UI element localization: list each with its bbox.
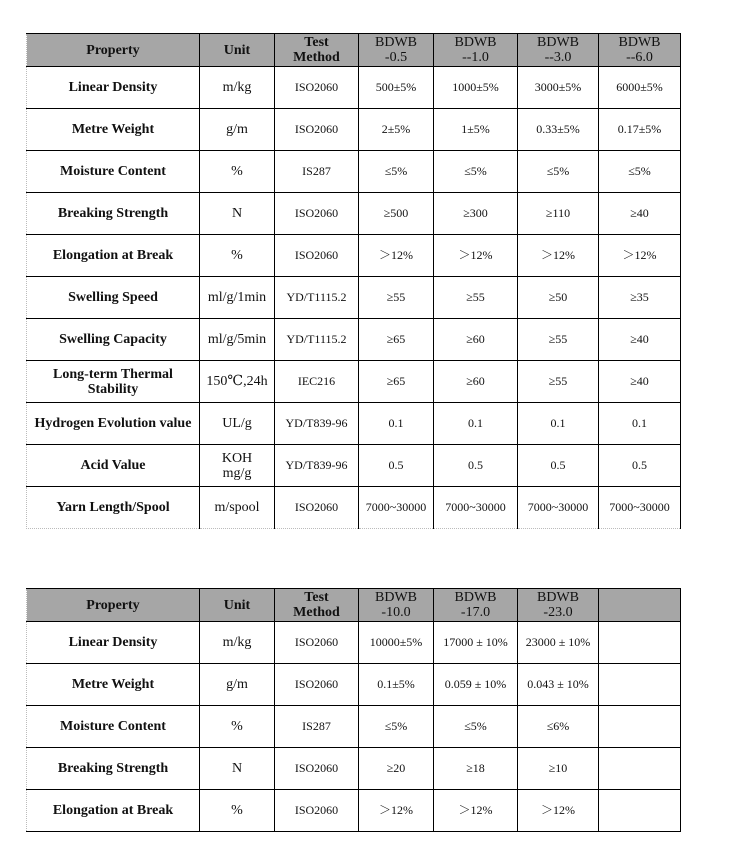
property-cell: Linear Density: [27, 622, 200, 664]
header-test-method-line1: Test: [304, 35, 329, 50]
value-cell: 7000~30000: [434, 487, 518, 529]
value-cell: ≤6%: [518, 706, 599, 748]
unit-cell: %: [200, 235, 275, 277]
unit-cell: g/m: [200, 109, 275, 151]
value-cell: ≥40: [599, 193, 681, 235]
unit-cell: [200, 445, 275, 487]
value-cell: 10000±5%: [359, 622, 434, 664]
header-test-method: [275, 34, 359, 67]
value-cell: ≥500: [359, 193, 434, 235]
value-cell: ≥60: [434, 319, 518, 361]
table-row: [27, 319, 681, 361]
value-cell: 0.1: [359, 403, 434, 445]
property-cell: Metre Weight: [27, 664, 200, 706]
value-cell: ≤5%: [599, 151, 681, 193]
value-cell: 7000~30000: [359, 487, 434, 529]
unit-cell: %: [200, 706, 275, 748]
test-method-cell: ISO2060: [275, 109, 359, 151]
header-model-line2: --6.0: [626, 50, 653, 65]
test-method-cell: YD/T839-96: [275, 445, 359, 487]
value-cell: 0.1±5%: [359, 664, 434, 706]
value-cell: [599, 664, 681, 706]
unit-cell: %: [200, 151, 275, 193]
value-cell: 17000 ± 10%: [434, 622, 518, 664]
unit-cell: m/kg: [200, 622, 275, 664]
value-cell: ≥10: [518, 748, 599, 790]
value-cell: 0.1: [434, 403, 518, 445]
test-method-cell: YD/T1115.2: [275, 319, 359, 361]
value-cell: ≥55: [434, 277, 518, 319]
value-cell: ≥50: [518, 277, 599, 319]
value-cell: 7000~30000: [518, 487, 599, 529]
header-model-line1: BDWB: [375, 35, 417, 50]
value-cell: ≥40: [599, 361, 681, 403]
value-cell: 6000±5%: [599, 67, 681, 109]
unit-cell: ml/g/5min: [200, 319, 275, 361]
property-cell: Yarn Length/Spool: [27, 487, 200, 529]
value-cell: ≤5%: [434, 706, 518, 748]
value-cell: ≥55: [359, 277, 434, 319]
property-cell: Elongation at Break: [27, 790, 200, 832]
table-header-row: [27, 589, 681, 622]
value-cell: 0.059 ± 10%: [434, 664, 518, 706]
value-cell: ＞12%: [518, 790, 599, 832]
property-cell-line: Long-term Thermal: [53, 366, 173, 382]
header-model-line1: BDWB: [618, 35, 661, 50]
header-model-line2: -23.0: [543, 605, 573, 620]
table-row: [27, 361, 681, 403]
table-row: [27, 706, 681, 748]
value-cell: ＞12%: [518, 235, 599, 277]
table-row: [27, 235, 681, 277]
value-cell: ≥60: [434, 361, 518, 403]
value-cell: ＞12%: [599, 235, 681, 277]
value-cell: ≥110: [518, 193, 599, 235]
header-model-line1: BDWB: [454, 35, 497, 50]
table-row: [27, 622, 681, 664]
test-method-cell: YD/T839-96: [275, 403, 359, 445]
value-cell: 1±5%: [434, 109, 518, 151]
test-method-cell: ISO2060: [275, 193, 359, 235]
table-row: [27, 445, 681, 487]
header-model-empty: [599, 589, 681, 622]
header-test-method-line1: Test: [304, 590, 329, 605]
value-cell: [599, 748, 681, 790]
value-cell: ≥35: [599, 277, 681, 319]
property-cell: Swelling Capacity: [27, 319, 200, 361]
value-cell: ≥55: [518, 361, 599, 403]
test-method-cell: YD/T1115.2: [275, 277, 359, 319]
header-model: [359, 34, 434, 67]
value-cell: 0.5: [434, 445, 518, 487]
test-method-cell: IS287: [275, 706, 359, 748]
header-model: [599, 34, 681, 67]
value-cell: 0.1: [599, 403, 681, 445]
value-cell: ＞12%: [434, 235, 518, 277]
unit-cell: 150℃,24h: [200, 361, 275, 403]
value-cell: ≤5%: [359, 706, 434, 748]
unit-cell-line: KOH: [221, 450, 253, 466]
value-cell: [599, 790, 681, 832]
test-method-cell: ISO2060: [275, 748, 359, 790]
header-test-method: [275, 589, 359, 622]
unit-cell-line: mg/g: [222, 465, 252, 481]
header-unit: Unit: [200, 34, 275, 67]
table-header-row: [27, 34, 681, 67]
table-row: [27, 151, 681, 193]
header-model-line2: -10.0: [381, 605, 411, 620]
table-row: [27, 487, 681, 529]
spec-table-1: [26, 33, 681, 529]
test-method-cell: IEC216: [275, 361, 359, 403]
table-row: [27, 67, 681, 109]
unit-cell: m/kg: [200, 67, 275, 109]
header-test-method-line2: Method: [293, 50, 340, 65]
value-cell: 1000±5%: [434, 67, 518, 109]
header-model-line1: BDWB: [454, 590, 497, 605]
value-cell: 0.1: [518, 403, 599, 445]
value-cell: ≤5%: [434, 151, 518, 193]
test-method-cell: ISO2060: [275, 664, 359, 706]
property-cell: Metre Weight: [27, 109, 200, 151]
table-row: [27, 748, 681, 790]
value-cell: 23000 ± 10%: [518, 622, 599, 664]
test-method-cell: ISO2060: [275, 67, 359, 109]
value-cell: 0.5: [599, 445, 681, 487]
header-test-method-line2: Method: [293, 605, 340, 620]
value-cell: 0.33±5%: [518, 109, 599, 151]
test-method-cell: IS287: [275, 151, 359, 193]
value-cell: 500±5%: [359, 67, 434, 109]
value-cell: ≥65: [359, 319, 434, 361]
property-cell: Breaking Strength: [27, 748, 200, 790]
unit-cell: %: [200, 790, 275, 832]
value-cell: ＞12%: [359, 790, 434, 832]
value-cell: ≥18: [434, 748, 518, 790]
value-cell: 0.043 ± 10%: [518, 664, 599, 706]
value-cell: ≥65: [359, 361, 434, 403]
header-model-line2: --3.0: [544, 50, 572, 65]
test-method-cell: ISO2060: [275, 622, 359, 664]
test-method-cell: ISO2060: [275, 790, 359, 832]
table-row: [27, 109, 681, 151]
unit-cell: ml/g/1min: [200, 277, 275, 319]
value-cell: 0.5: [518, 445, 599, 487]
unit-cell: N: [200, 748, 275, 790]
property-cell-line: Stability: [87, 381, 139, 397]
header-model-line2: --1.0: [462, 50, 489, 65]
unit-cell: N: [200, 193, 275, 235]
header-model: [434, 34, 518, 67]
value-cell: ＞12%: [359, 235, 434, 277]
header-model-line1: BDWB: [375, 590, 417, 605]
property-cell: Linear Density: [27, 67, 200, 109]
property-cell: Breaking Strength: [27, 193, 200, 235]
property-cell: Elongation at Break: [27, 235, 200, 277]
value-cell: ≤5%: [359, 151, 434, 193]
header-property: Property: [27, 34, 200, 67]
header-model-line2: -17.0: [460, 605, 491, 620]
table-row: [27, 193, 681, 235]
header-unit: Unit: [200, 589, 275, 622]
test-method-cell: ISO2060: [275, 235, 359, 277]
header-model-line2: -0.5: [384, 50, 408, 65]
unit-cell: g/m: [200, 664, 275, 706]
value-cell: ≥55: [518, 319, 599, 361]
unit-cell: m/spool: [200, 487, 275, 529]
header-model: [518, 589, 599, 622]
unit-cell: UL/g: [200, 403, 275, 445]
test-method-cell: ISO2060: [275, 487, 359, 529]
property-cell: Moisture Content: [27, 151, 200, 193]
spec-table-2: [26, 588, 681, 832]
value-cell: [599, 622, 681, 664]
value-cell: ＞12%: [434, 790, 518, 832]
property-cell: Hydrogen Evolution value: [27, 403, 200, 445]
header-model-line1: BDWB: [537, 590, 579, 605]
value-cell: ≥300: [434, 193, 518, 235]
value-cell: ≤5%: [518, 151, 599, 193]
value-cell: ≥20: [359, 748, 434, 790]
property-cell: Swelling Speed: [27, 277, 200, 319]
header-model: [434, 589, 518, 622]
table-row: [27, 664, 681, 706]
table-row: [27, 403, 681, 445]
header-model: [518, 34, 599, 67]
value-cell: ≥40: [599, 319, 681, 361]
value-cell: 2±5%: [359, 109, 434, 151]
value-cell: 3000±5%: [518, 67, 599, 109]
value-cell: 0.5: [359, 445, 434, 487]
value-cell: 7000~30000: [599, 487, 681, 529]
header-model: [359, 589, 434, 622]
table-row: [27, 790, 681, 832]
property-cell: Acid Value: [27, 445, 200, 487]
table-row: [27, 277, 681, 319]
value-cell: [599, 706, 681, 748]
header-model-line1: BDWB: [537, 35, 579, 50]
value-cell: 0.17±5%: [599, 109, 681, 151]
property-cell: Moisture Content: [27, 706, 200, 748]
property-cell: [27, 361, 200, 403]
header-property: Property: [27, 589, 200, 622]
